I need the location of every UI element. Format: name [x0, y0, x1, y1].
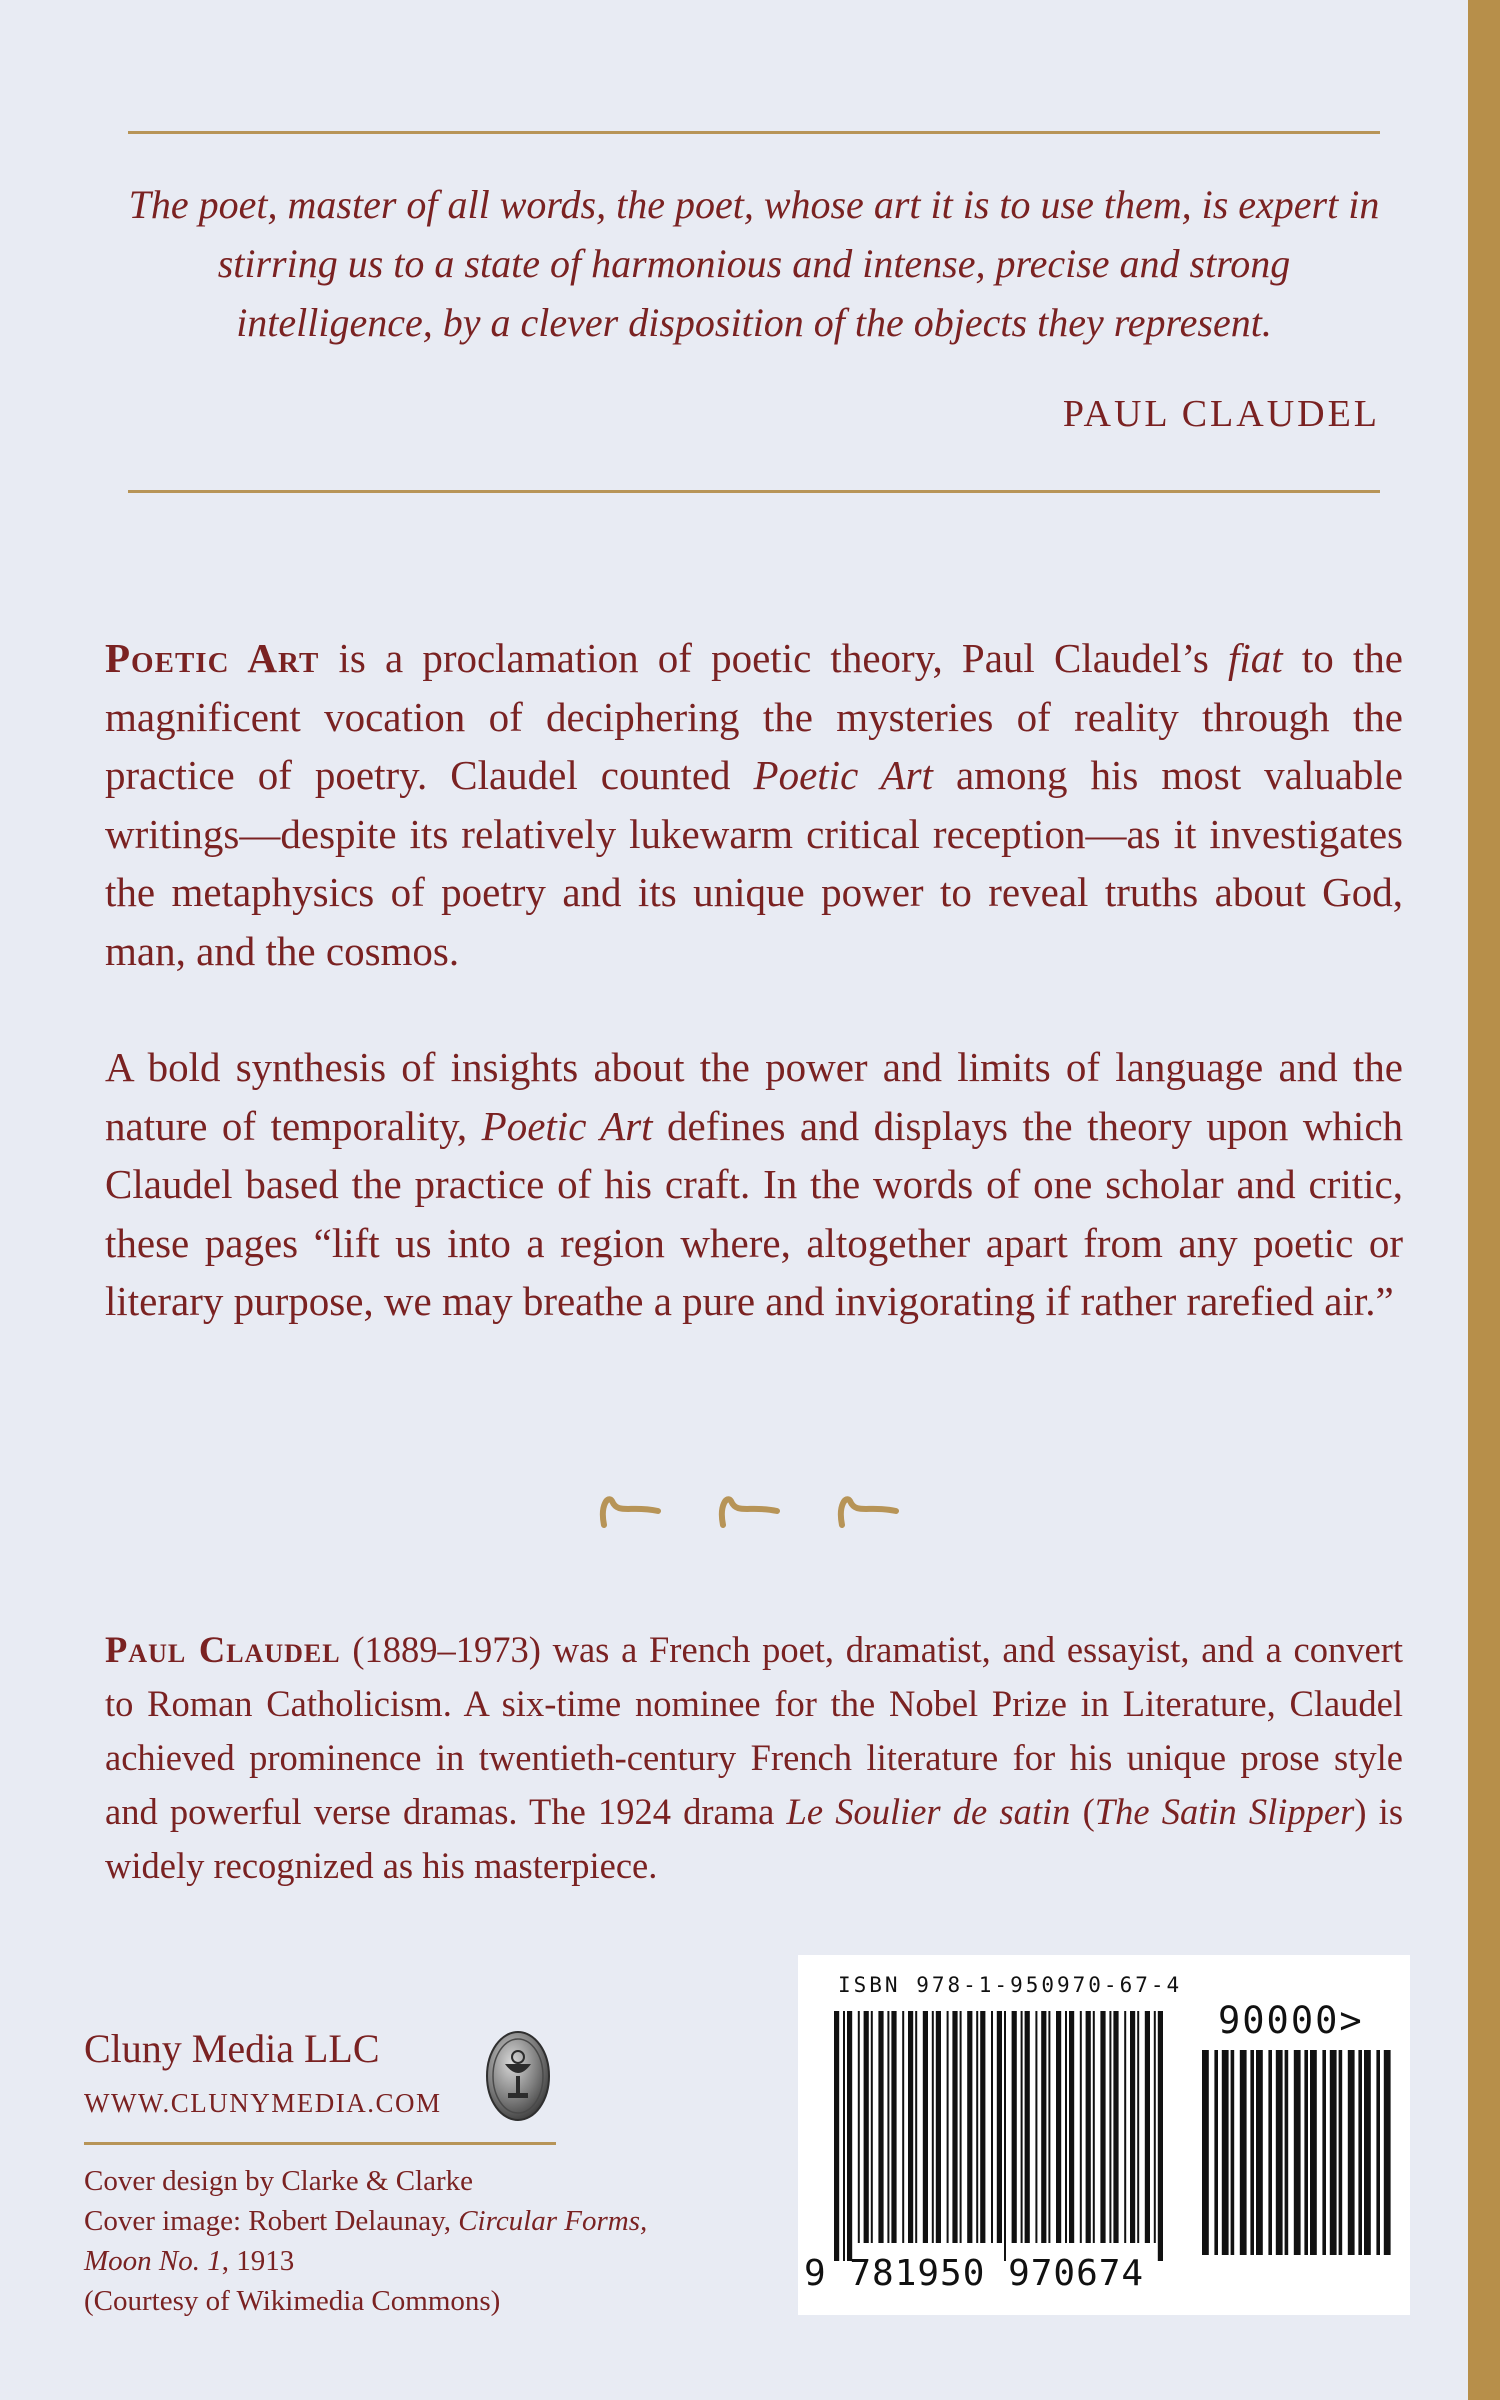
barcode-bar: [1130, 2011, 1135, 2243]
barcode-bar: [1154, 2011, 1156, 2243]
barcode-bar: [1384, 2050, 1391, 2255]
barcode-bar: [858, 2011, 860, 2243]
barcode-bar: [908, 2011, 913, 2243]
barcode-bar: [960, 2011, 962, 2243]
barcode-bar: [997, 2011, 1002, 2243]
barcode-bar: [1021, 2011, 1023, 2243]
barcode-bar: [1048, 2011, 1050, 2243]
spine-strip: [1468, 0, 1500, 2400]
publisher-rule: [84, 2142, 556, 2145]
barcode-bar: [991, 2011, 993, 2243]
price-code: 90000>: [1218, 1999, 1364, 2042]
barcode-bar: [1080, 2011, 1082, 2243]
ornament-divider: [590, 1475, 920, 1545]
isbn-barcode: [798, 1955, 1410, 2315]
barcode-bar: [1339, 2050, 1343, 2255]
epigraph-author: PAUL CLAUDEL: [1062, 393, 1380, 435]
barcode-bar: [1294, 2050, 1301, 2255]
publisher-medallion-icon: [485, 2030, 551, 2122]
barcode-bar: [1069, 2011, 1074, 2243]
barcode-bar: [947, 2011, 949, 2243]
barcode-bar: [915, 2011, 917, 2243]
barcode-bar: [887, 2011, 889, 2243]
barcode-bar: [843, 2011, 845, 2261]
barcode-bar: [1056, 2011, 1061, 2243]
barcode-bar: [1231, 2050, 1235, 2255]
barcode-bar: [1256, 2050, 1263, 2255]
barcode-bar: [1100, 2011, 1105, 2243]
barcode-addon-bars: [1202, 2050, 1392, 2255]
barcode-bar: [1348, 2050, 1355, 2255]
barcode-bar: [902, 2011, 904, 2243]
barcode-bar: [1358, 2050, 1362, 2255]
top-rule: [128, 131, 1380, 134]
barcode-bar: [1086, 2011, 1091, 2243]
barcode-bar: [864, 2011, 869, 2243]
credit-image: Cover image: Robert Delaunay, Circular Forms, Moon No. 1, 1913: [84, 2205, 648, 2277]
barcode-bar: [1330, 2050, 1337, 2255]
barcode-bar: [834, 2011, 839, 2261]
barcode-bar: [1222, 2050, 1229, 2255]
ornament-mark-1: [603, 1499, 658, 1525]
barcode-bar: [932, 2011, 934, 2243]
barcode-bar: [1145, 2011, 1150, 2243]
barcode-bar: [952, 2011, 957, 2243]
cover-credits: [84, 2161, 684, 2321]
barcode-bar: [1012, 2011, 1017, 2243]
isbn-label: ISBN 978-1-950970-67-4: [838, 1973, 1183, 1997]
barcode-bar: [847, 2011, 852, 2261]
barcode-bar: [1093, 2011, 1095, 2243]
quote-bottom-rule: [128, 490, 1380, 493]
book-title-lead: Poetic Art: [105, 635, 320, 681]
barcode-bar: [1004, 2011, 1006, 2261]
barcode-bar: [1276, 2050, 1283, 2255]
barcode-bar: [1376, 2050, 1380, 2255]
barcode-bar: [1268, 2050, 1272, 2255]
barcode-main-bars: [834, 2011, 1174, 2261]
description-paragraph-1: Poetic Art is a proclamation of poetic theory, Paul Claudel’s fiat to the magnificent vocation of deciphering the mysteries of reality through the practice of poetry. Claudel counted Poetic Art among his most valuable writings—despite its relatively lukewarm critical reception—as it investigates the metaphysics of poetry and its unique power to reveal truths about God, man, and the cosmos.: [105, 635, 1404, 974]
barcode-bar: [936, 2011, 941, 2243]
barcode-bar: [1113, 2011, 1118, 2243]
barcode-bar: [871, 2011, 873, 2243]
barcode-bar: [1202, 2050, 1209, 2255]
barcode-bar: [1065, 2011, 1067, 2243]
barcode-bar: [1109, 2011, 1111, 2243]
barcode-digits: 9 781950 970674: [804, 2253, 1145, 2294]
barcode-bar: [1322, 2050, 1326, 2255]
barcode-bar: [1124, 2011, 1126, 2243]
author-bio: Paul Claudel (1889–1973) was a French poet, dramatist, and essayist, and a convert to Roman Catholicism. A six-time nominee for the Nobel Prize in Literature, Claudel achieved prominence in twentieth-century French literature for his unique prose style and powerful verse dramas. The 1924 drama Le Soulier de satin (The Satin Slipper) is widely recognized as his masterpiece.: [105, 1629, 1404, 1886]
epigraph-quote: The poet, master of all words, the poet, whose art it is to use them, is expert in stirring us to a state of harmonious and intense, precise and strong intelligence, by a clever disposition of the objects they represent.: [128, 182, 1380, 345]
ornament-mark-2: [722, 1499, 777, 1525]
barcode-bar: [976, 2011, 978, 2243]
publisher-name: Cluny Media LLC: [84, 2026, 380, 2071]
description-paragraph-2: A bold synthesis of insights about the power and limits of language and the nature of temporality, Poetic Art defines and displays the theory upon which Claudel based the practice of his craft. In the words of one scholar and critic, these pages “lift us into a region where, altogether apart from any poetic or literary purpose, we may breathe a pure and invigorating if rather rarefied air.”: [105, 1044, 1404, 1324]
author-name-lead: Paul Claudel: [105, 1629, 341, 1670]
barcode-bar: [891, 2011, 896, 2243]
credit-courtesy: (Courtesy of Wikimedia Commons): [84, 2285, 501, 2317]
barcode-bar: [1364, 2050, 1371, 2255]
barcode-bar: [1137, 2011, 1139, 2243]
barcode-bar: [923, 2011, 928, 2243]
barcode-bar: [1035, 2011, 1037, 2243]
barcode-bar: [1240, 2050, 1247, 2255]
barcode-bar: [980, 2011, 985, 2243]
barcode-bar: [1025, 2011, 1030, 2243]
barcode-bar: [878, 2011, 883, 2243]
credit-design: Cover design by Clarke & Clarke: [84, 2165, 473, 2197]
barcode-bar: [1250, 2050, 1254, 2255]
publisher-url: WWW.CLUNYMEDIA.COM: [84, 2088, 442, 2118]
ornament-mark-3: [841, 1499, 896, 1525]
barcode-bar: [1214, 2050, 1218, 2255]
barcode-bar: [1310, 2050, 1317, 2255]
barcode-bar: [1158, 2011, 1163, 2261]
barcode-bar: [1304, 2050, 1308, 2255]
barcode-bar: [967, 2011, 972, 2243]
barcode-bar: [1041, 2011, 1046, 2243]
barcode-bar: [1285, 2050, 1289, 2255]
